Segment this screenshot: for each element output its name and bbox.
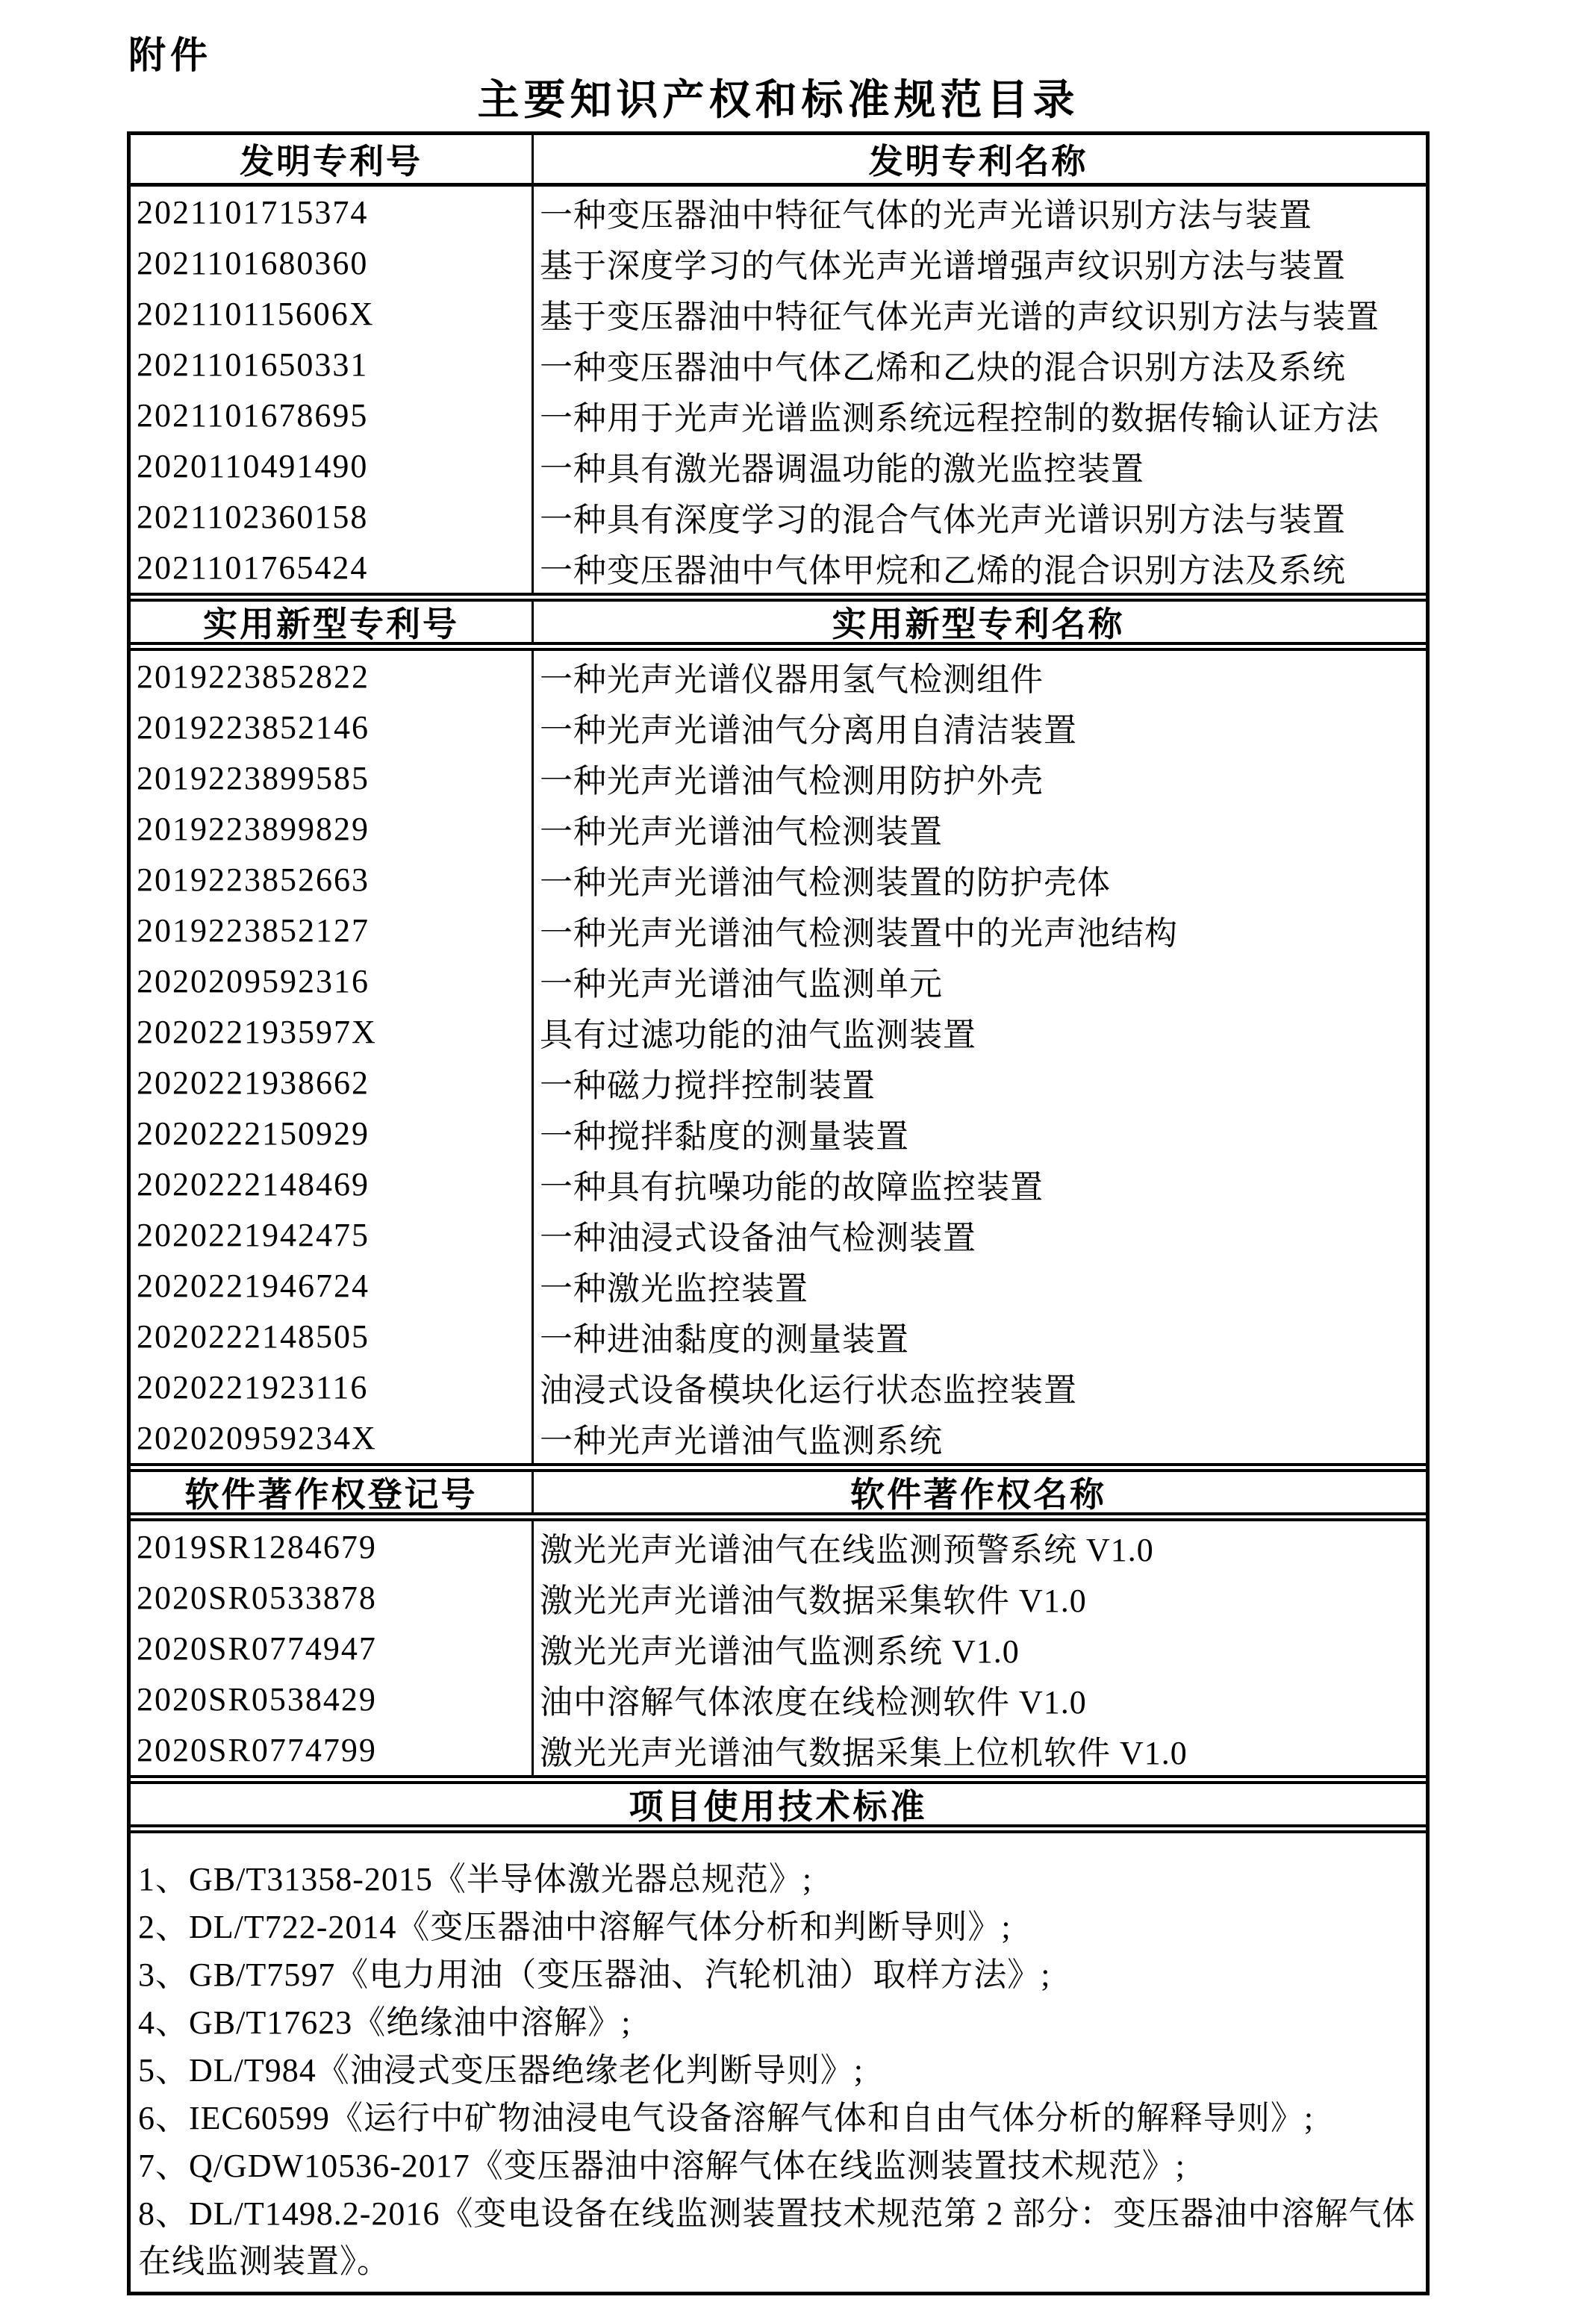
patent-name-cell: 一种具有深度学习的混合气体光声光谱识别方法与装置 [532,491,1426,542]
patent-number-cell: 202022193597X [137,1013,377,1050]
table-row [131,1623,1426,1674]
table-row [131,339,1426,390]
patent-number-cell: 2020SR0774947 [137,1630,377,1667]
patent-number-cell: 2019223852663 [137,861,370,898]
table-row [131,955,1426,1006]
patent-number-cell: 2020SR0538429 [137,1680,377,1718]
patent-number-cell: 2021101678695 [137,396,369,434]
standards-list [131,1833,1426,2292]
patent-name-cell: 一种用于光声光谱监测系统远程控制的数据传输认证方法 [532,390,1426,440]
patent-number-cell: 2019223899585 [137,759,370,796]
patent-name-cell: 一种光声光谱油气检测用防护外壳 [532,752,1426,803]
table-row [131,854,1426,905]
patent-name-cell: 一种变压器油中气体乙烯和乙炔的混合识别方法及系统 [532,339,1426,390]
patent-number-cell: 2020110491490 [137,447,369,484]
column-header-number: 发明专利号 [240,143,423,181]
table-row [131,1108,1426,1159]
table-row [131,1311,1426,1362]
patent-name-cell: 基于深度学习的气体光声光谱增强声纹识别方法与装置 [532,237,1426,288]
standards-item: 6、IEC60599《运行中矿物油浸电气设备溶解气体和自由气体分析的解释导则》; [138,2100,1315,2136]
attachment-label: 附件 [128,34,212,76]
patent-number-cell: 2020SR0774799 [137,1731,377,1768]
patent-name-cell: 一种光声光谱油气检测装置中的光声池结构 [532,905,1426,955]
patent-name-cell: 具有过滤功能的油气监测装置 [532,1006,1426,1057]
patent-name-cell: 一种光声光谱油气检测装置 [532,803,1426,854]
table-row [131,491,1426,542]
patent-name-cell: 基于变压器油中特征气体光声光谱的声纹识别方法与装置 [532,288,1426,339]
section-header-row [131,593,1426,651]
patent-number-cell: 2020221923116 [137,1368,369,1406]
patent-name-cell: 一种搅拌黏度的测量装置 [532,1108,1426,1159]
patent-number-cell: 2021102360158 [137,498,369,535]
table-row [131,702,1426,752]
section-header-row [131,135,1426,187]
patent-name-cell: 一种具有激光器调温功能的激光监控装置 [532,440,1426,491]
table-row [131,1362,1426,1412]
patent-number-cell: 2020221938662 [137,1064,370,1101]
table-row [131,440,1426,491]
table-row [131,1724,1426,1775]
standards-section-header: 项目使用技术标准 [131,1775,1426,1833]
patent-number-cell: 2020221942475 [137,1216,370,1253]
patent-number-cell: 2021101765424 [137,549,369,586]
ip-standards-table [127,131,1430,2295]
table-row [131,1260,1426,1311]
patent-number-cell: 2019223852127 [137,911,370,949]
column-header-name: 软件著作权名称 [532,1472,1426,1512]
patent-number-cell: 2020221946724 [137,1267,370,1304]
table-row [131,1006,1426,1057]
table-row [131,803,1426,854]
patent-name-cell: 一种光声光谱油气监测单元 [532,955,1426,1006]
patent-number-cell: 2019223852146 [137,708,370,746]
patent-name-cell: 一种磁力搅拌控制装置 [532,1057,1426,1108]
patent-number-cell: 2019223852822 [137,658,370,695]
patent-number-cell: 2020222148505 [137,1318,370,1355]
patent-name-cell: 激光光声光谱油气在线监测预警系统 V1.0 [532,1521,1426,1572]
table-row [131,1159,1426,1209]
table-row [131,1674,1426,1724]
patent-number-cell: 202110115606X [137,295,375,332]
table-row [131,1057,1426,1108]
table-row [131,1521,1426,1572]
table-row [131,1209,1426,1260]
patent-number-cell: 2020209592316 [137,962,370,1000]
patent-name-cell: 一种光声光谱油气分离用自清洁装置 [532,702,1426,752]
patent-number-cell: 2021101650331 [137,346,369,383]
standards-item: 5、DL/T984《油浸式变压器绝缘老化判断导则》; [138,2052,864,2089]
patent-name-cell: 一种变压器油中气体甲烷和乙烯的混合识别方法及系统 [532,542,1426,593]
document-title: 主要知识产权和标准规范目录 [477,78,1079,124]
patent-name-cell: 一种具有抗噪功能的故障监控装置 [532,1159,1426,1209]
standards-item: 7、Q/GDW10536-2017《变压器油中溶解气体在线监测装置技术规范》; [138,2148,1185,2184]
patent-name-cell: 激光光声光谱油气数据采集软件 V1.0 [532,1572,1426,1623]
table-row [131,288,1426,339]
table-row [131,390,1426,440]
patent-name-cell: 激光光声光谱油气监测系统 V1.0 [532,1623,1426,1674]
column-header-name: 发明专利名称 [532,135,1426,183]
patent-name-cell: 一种光声光谱油气监测系统 [532,1412,1426,1463]
patent-name-cell: 油中溶解气体浓度在线检测软件 V1.0 [532,1674,1426,1724]
patent-name-cell: 一种进油黏度的测量装置 [532,1311,1426,1362]
patent-number-cell: 2020222150929 [137,1114,370,1152]
table-row [131,752,1426,803]
column-header-name: 实用新型专利名称 [532,602,1426,642]
standards-item: 4、GB/T17623《绝缘油中溶解》; [138,2004,632,2041]
table-row [131,542,1426,593]
standards-item: 3、GB/T7597《电力用油（变压器油、汽轮机油）取样方法》; [138,1956,1051,1993]
patent-name-cell: 一种激光监控装置 [532,1260,1426,1311]
patent-number-cell: 202020959234X [137,1419,377,1456]
standards-item: 2、DL/T722-2014《变压器油中溶解气体分析和判断导则》; [138,1909,1011,1945]
patent-name-cell: 激光光声光谱油气数据采集上位机软件 V1.0 [532,1724,1426,1775]
column-header-number: 实用新型专利号 [203,605,459,643]
patent-number-cell: 2021101680360 [137,244,369,281]
table-row [131,237,1426,288]
standards-item: 1、GB/T31358-2015《半导体激光器总规范》; [138,1861,813,1898]
section-header-row [131,1463,1426,1521]
patent-name-cell: 一种光声光谱仪器用氢气检测组件 [532,651,1426,702]
patent-name-cell: 一种油浸式设备油气检测装置 [532,1209,1426,1260]
patent-number-cell: 2019SR1284679 [137,1528,377,1565]
table-row [131,905,1426,955]
table-row [131,651,1426,702]
table-row [131,1572,1426,1623]
table-row [131,1412,1426,1463]
patent-name-cell: 油浸式设备模块化运行状态监控装置 [532,1362,1426,1412]
patent-number-cell: 2020222148469 [137,1165,370,1203]
patent-number-cell: 2021101715374 [137,193,369,231]
patent-name-cell: 一种变压器油中特征气体的光声光谱识别方法与装置 [532,187,1426,237]
patent-name-cell: 一种光声光谱油气检测装置的防护壳体 [532,854,1426,905]
standards-item: 8、DL/T1498.2-2016《变电设备在线监测装置技术规范第 2 部分：变压器油中溶解气体在线监测装置》。 [138,2195,1416,2280]
patent-number-cell: 2020SR0533878 [137,1579,377,1616]
column-header-number: 软件著作权登记号 [184,1476,478,1514]
patent-number-cell: 2019223899829 [137,810,370,847]
table-row [131,187,1426,237]
